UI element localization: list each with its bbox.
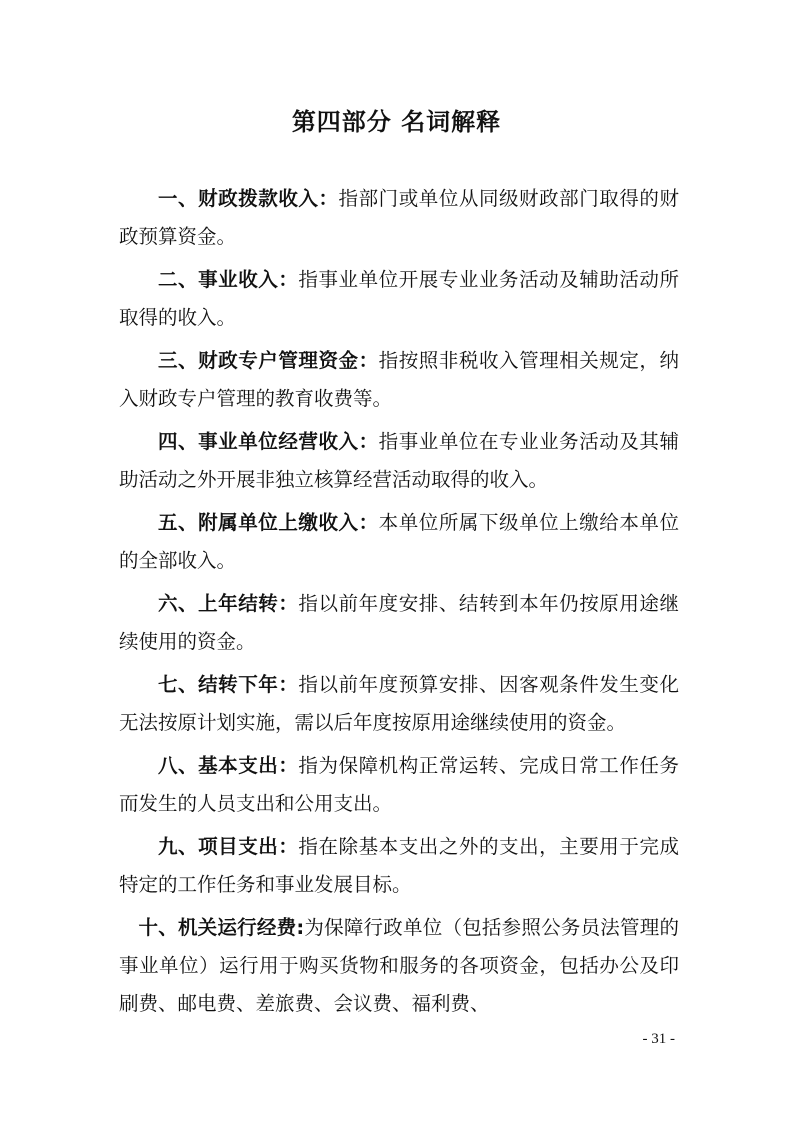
definition-item (119, 909, 679, 1023)
definition-item (119, 747, 679, 823)
definition-text: 指为保障机构正常运转、完成日常工作任务而发生的人员支出和公用支出。 (119, 754, 679, 815)
definition-term: 七、结转下年： (158, 673, 299, 696)
definition-text: 本单位所属下级单位上缴给本单位的全部收入。 (119, 511, 679, 572)
definition-item (119, 585, 679, 661)
page-title: 第四部分 名词解释 (291, 108, 502, 136)
definition-term: 十、机关运行经费: (138, 916, 305, 939)
definition-text: 指以前年度安排、结转到本年仍按原用途继续使用的资金。 (119, 592, 679, 653)
definition-term: 五、附属单位上缴收入： (158, 511, 379, 534)
definition-item (119, 504, 679, 580)
definition-text: 指以前年度预算安排、因客观条件发生变化无法按原计划实施，需以后年度按原用途继续使用的资金。 (119, 673, 679, 734)
definition-text: 指事业单位开展专业业务活动及辅助活动所取得的收入。 (119, 268, 679, 329)
definition-item (119, 180, 679, 256)
definition-item (119, 666, 679, 742)
definition-text: 指部门或单位从同级财政部门取得的财政预算资金。 (119, 187, 679, 248)
definition-item (119, 423, 679, 499)
definition-item (119, 261, 679, 337)
definition-text: 指事业单位在专业业务活动及其辅助活动之外开展非独立核算经营活动取得的收入。 (119, 430, 679, 491)
definition-text: 为保障行政单位（包括参照公务员法管理的事业单位）运行用于购买货物和服务的各项资金，包括办公及印刷费、邮电费、差旅费、会议费、福利费、 (119, 916, 679, 1015)
definition-term: 三、财政专户管理资金： (158, 349, 379, 372)
definition-term: 九、项目支出： (158, 835, 299, 858)
definition-term: 二、事业收入： (158, 268, 299, 291)
definitions-list (119, 180, 679, 1028)
definition-item (119, 342, 679, 418)
definition-term: 八、基本支出： (158, 754, 299, 777)
definition-item (119, 828, 679, 904)
definition-text: 指按照非税收入管理相关规定，纳入财政专户管理的教育收费等。 (119, 349, 679, 410)
definition-term: 一、财政拨款收入： (158, 187, 339, 210)
definition-text: 指在除基本支出之外的支出，主要用于完成特定的工作任务和事业发展目标。 (119, 835, 679, 896)
page-number: - 31 - (642, 1031, 675, 1047)
definition-term: 六、上年结转： (158, 592, 299, 615)
definition-term: 四、事业单位经营收入： (158, 430, 379, 453)
